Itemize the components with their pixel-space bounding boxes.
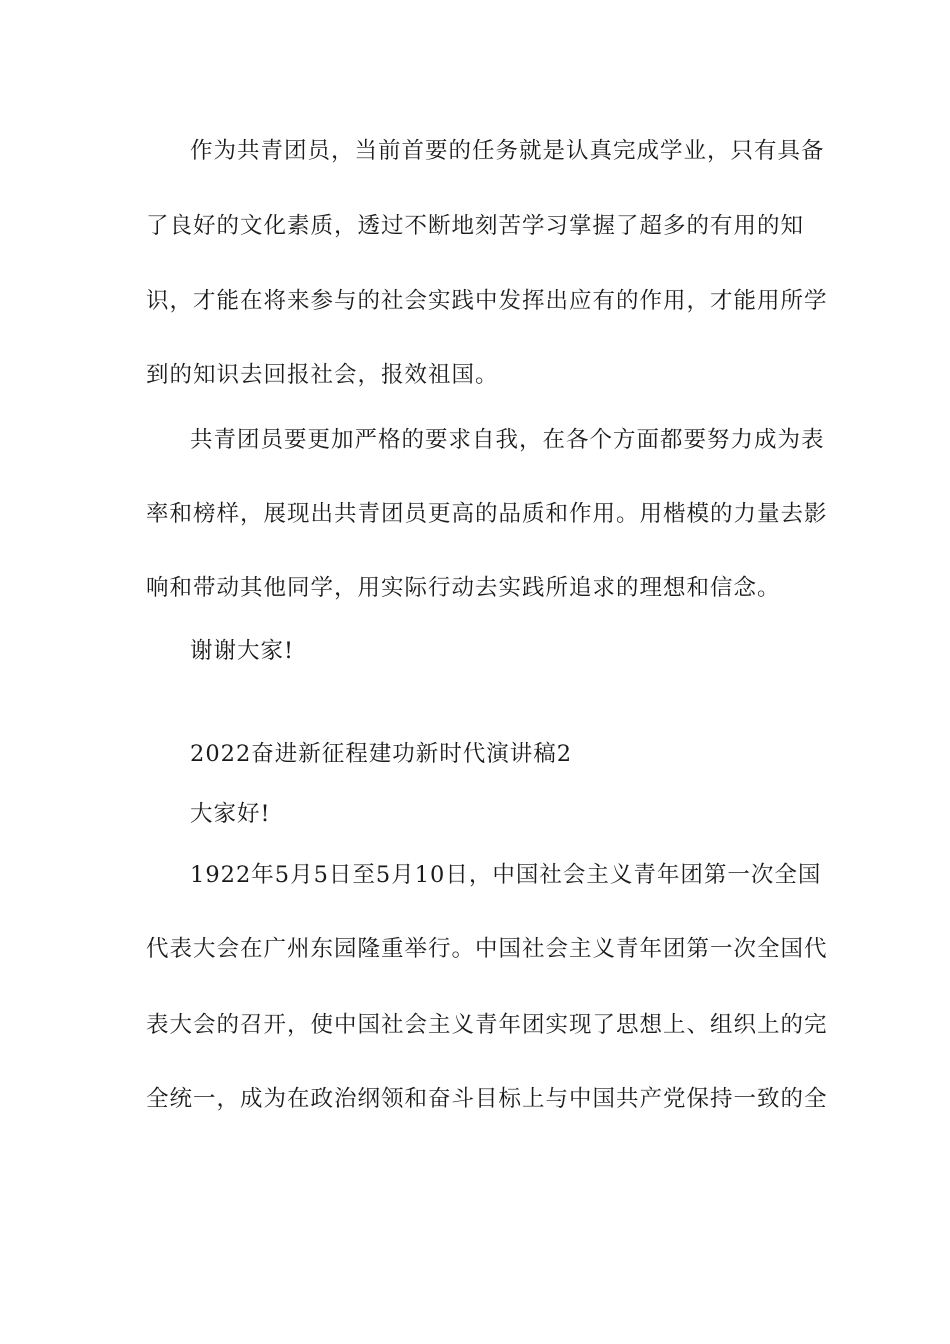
greeting-text: 大家好!: [190, 801, 271, 827]
paragraph-2-line-3: 响和带动其他同学，用实际行动去实践所追求的理想和信念。: [146, 575, 781, 601]
paragraph-2-line-1: 共青团员要更加严格的要求自我，在各个方面都要努力成为表: [190, 427, 825, 453]
paragraph-1-line-4: 到的知识去回报社会，报效祖国。: [146, 362, 499, 388]
paragraph-1-line-1: 作为共青团员，当前首要的任务就是认真完成学业，只有具备: [190, 138, 825, 164]
section-heading: 2022奋进新征程建功新时代演讲稿2: [190, 741, 573, 767]
paragraph-3-line-4: 全统一，成为在政治纲领和奋斗目标上与中国共产党保持一致的全: [146, 1086, 828, 1112]
closing-text: 谢谢大家!: [190, 638, 295, 664]
paragraph-3-line-1: 1922年5月5日至5月10日，中国社会主义青年团第一次全国: [190, 862, 822, 888]
paragraph-1-line-2: 了良好的文化素质，透过不断地刻苦学习掌握了超多的有用的知: [146, 213, 805, 239]
paragraph-1-line-3: 识，才能在将来参与的社会实践中发挥出应有的作用，才能用所学: [146, 288, 828, 314]
paragraph-3-line-3: 表大会的召开，使中国社会主义青年团实现了思想上、组织上的完: [146, 1012, 828, 1038]
paragraph-2-line-2: 率和榜样，展现出共青团员更高的品质和作用。用楷模的力量去影: [146, 501, 828, 527]
paragraph-3-line-2: 代表大会在广州东园隆重举行。中国社会主义青年团第一次全国代: [146, 936, 828, 962]
